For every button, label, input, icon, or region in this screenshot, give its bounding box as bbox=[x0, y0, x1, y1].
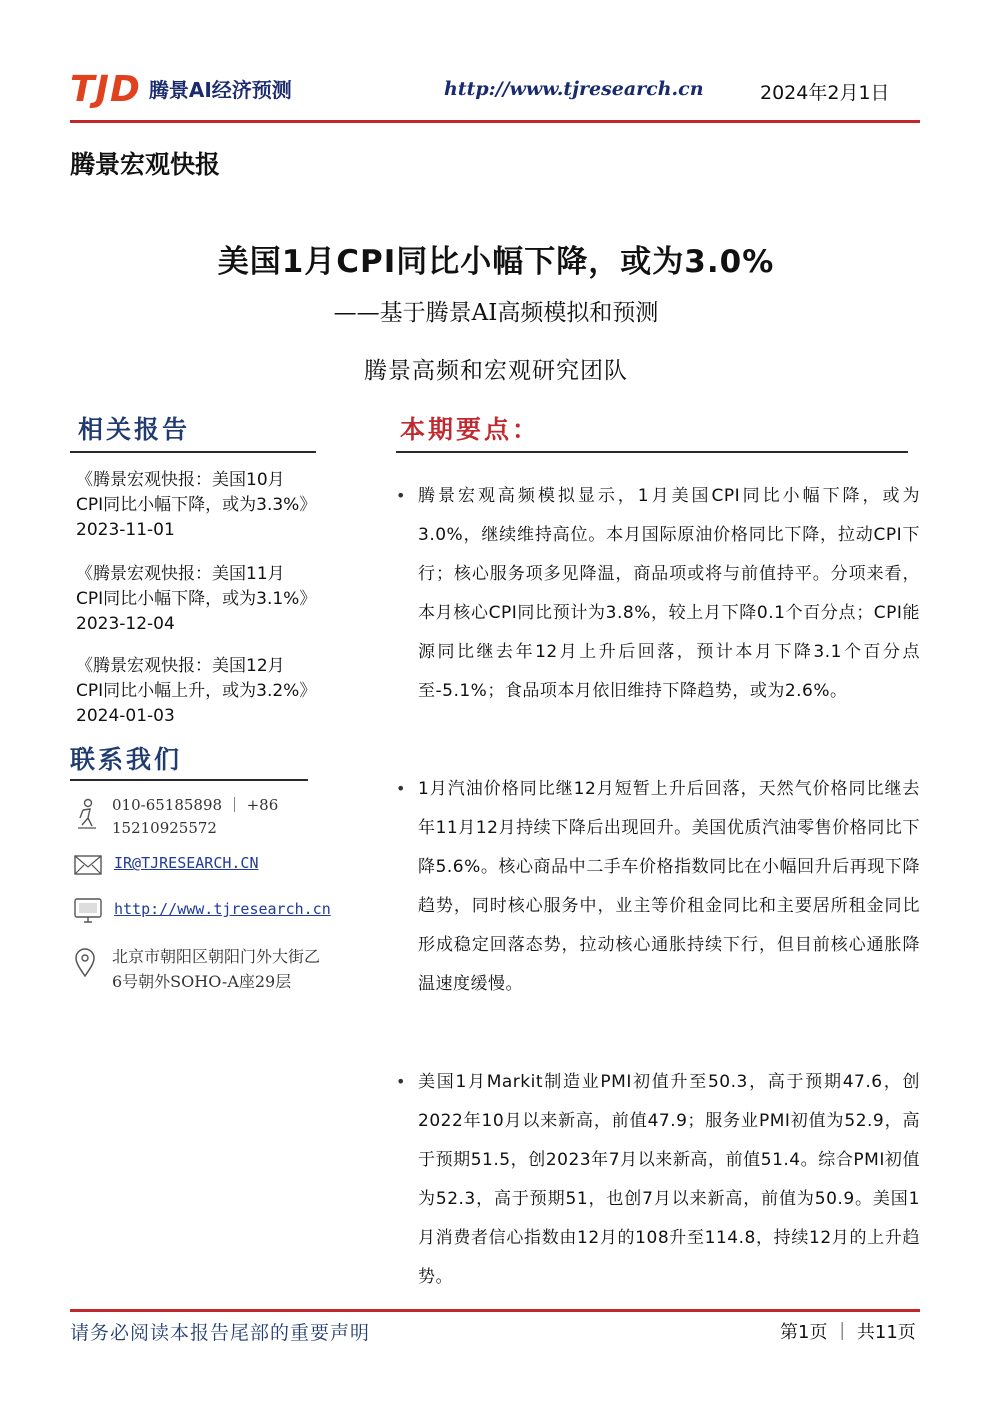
related-item-line1: 《腾景宏观快报：美国12月 bbox=[76, 656, 285, 676]
footer-divider bbox=[70, 1309, 920, 1312]
phone-line1: 010-65185898 ｜ +86 bbox=[112, 796, 279, 814]
phone-line2: 15210925572 bbox=[112, 819, 217, 837]
report-date: 2024年2月1日 bbox=[760, 82, 890, 104]
email-icon bbox=[74, 854, 100, 880]
logo-mark: TJD bbox=[70, 69, 141, 110]
related-item-line1: 《腾景宏观快报：美国10月 bbox=[76, 470, 285, 490]
related-item-date: 2024-01-03 bbox=[76, 706, 175, 726]
page-indicator: 第1页 ｜ 共11页 bbox=[780, 1322, 916, 1343]
series-title: 腾景宏观快报 bbox=[70, 150, 221, 179]
monitor-icon bbox=[74, 898, 100, 924]
related-item-line2: CPI同比小幅下降，或为3.3%》 bbox=[76, 495, 317, 515]
related-item-date: 2023-12-04 bbox=[76, 614, 175, 634]
bullet-marker: • bbox=[396, 1072, 406, 1091]
related-item[interactable] bbox=[76, 654, 326, 729]
related-item-line2: CPI同比小幅下降，或为3.1%》 bbox=[76, 589, 317, 609]
location-pin-icon bbox=[74, 948, 100, 974]
contact-address bbox=[112, 944, 320, 994]
brand-logo bbox=[70, 70, 292, 110]
contact-phone bbox=[112, 794, 278, 840]
bullet-marker: • bbox=[396, 779, 406, 798]
related-item-date: 2023-11-01 bbox=[76, 520, 175, 540]
header-url[interactable]: http://www.tjresearch.cn bbox=[444, 78, 704, 100]
key-points-heading: 本期要点： bbox=[400, 415, 541, 444]
contact-website-link[interactable]: http://www.tjresearch.cn bbox=[114, 900, 331, 918]
key-point-paragraph: 1月汽油价格同比继12月短暂上升后回落，天然气价格同比继去年11月12月持续下降后出现回升。美国优质汽油零售价格同比下降5.6%。核心商品中二手车价格指数同比在小幅回升后再现下降趋势，同时核心服务中，业主等价租金同比和主要居所租金同比形成稳定回落态势，拉动核心通胀持续下行，但目前核心通胀降温速度缓慢。 bbox=[418, 779, 920, 994]
key-point-paragraph: 美国1月Markit制造业PMI初值升至50.3，高于预期47.6，创2022年10月以来新高，前值47.9；服务业PMI初值为52.9，高于预期51.5，创2023年7月以来新高，前值51.4。综合PMI初值为52.3，高于预期51，也创7月以来新高，前值为50.9。美国1月消费者信心指数由12月的108升至114.8，持续12月的上升趋势。 bbox=[418, 1072, 920, 1287]
disclaimer-note: 请务必阅读本报告尾部的重要声明 bbox=[70, 1322, 371, 1344]
header-divider bbox=[70, 120, 920, 123]
address-line2: 6号朝外SOHO-A座29层 bbox=[112, 972, 292, 991]
related-heading: 相关报告 bbox=[78, 415, 191, 444]
contact-divider bbox=[70, 779, 308, 781]
key-point-paragraph: 腾景宏观高频模拟显示，1月美国CPI同比小幅下降，或为3.0%，继续维持高位。本月国际原油价格同比下降，拉动CPI下行；核心服务项多见降温，商品项或将与前值持平。分项来看，本月核心CPI同比预计为3.8%，较上月下降0.1个百分点；CPI能源同比继去年12月上升后回落，预计本月下降3.1个百分点至-5.1%；食品项本月依旧维持下降趋势，或为2.6%。 bbox=[418, 486, 920, 701]
contact-email-link[interactable]: IR@TJRESEARCH.CN bbox=[114, 854, 259, 872]
author-team: 腾景高频和宏观研究团队 bbox=[364, 358, 628, 384]
report-title: 美国1月CPI同比小幅下降，或为3.0% bbox=[217, 244, 775, 280]
logo-text: 腾景AI经济预测 bbox=[148, 78, 292, 102]
related-item[interactable] bbox=[76, 562, 326, 637]
bullet-marker: • bbox=[396, 486, 406, 505]
phone-icon bbox=[74, 798, 100, 824]
related-item[interactable] bbox=[76, 468, 326, 543]
related-item-line1: 《腾景宏观快报：美国11月 bbox=[76, 564, 285, 584]
contact-heading: 联系我们 bbox=[70, 745, 183, 774]
related-item-line2: CPI同比小幅上升，或为3.2%》 bbox=[76, 681, 317, 701]
report-subtitle: ——基于腾景AI高频模拟和预测 bbox=[333, 300, 659, 326]
related-divider bbox=[70, 451, 316, 453]
key-points-divider bbox=[396, 451, 908, 453]
address-line1: 北京市朝阳区朝阳门外大街乙 bbox=[112, 947, 321, 966]
